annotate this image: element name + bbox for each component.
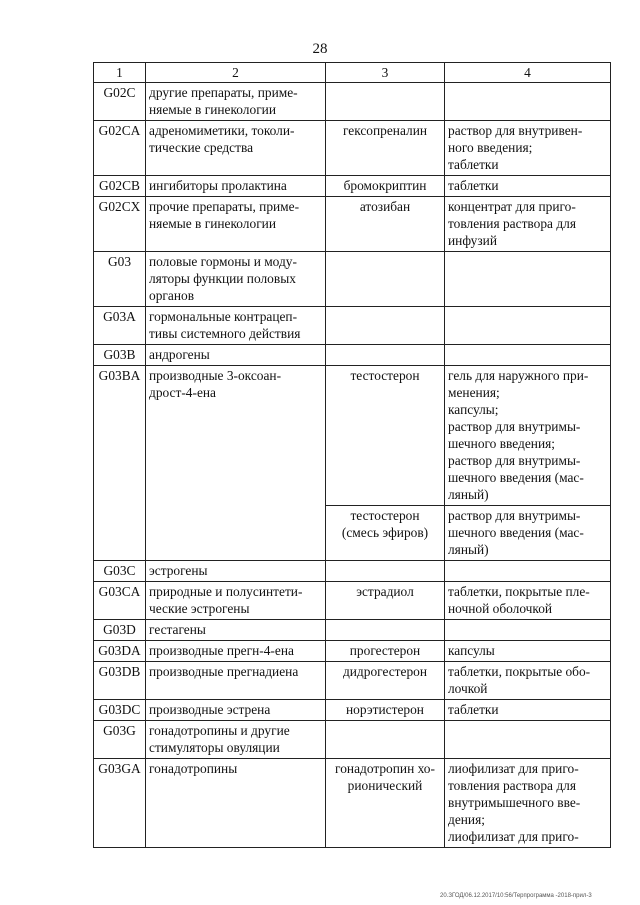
atc-code-cell: G03DA — [94, 641, 146, 662]
table-row — [94, 366, 611, 506]
group-name-cell — [146, 561, 326, 582]
drug-name-line: (смесь эфиров) — [341, 525, 429, 540]
column-header: 4 — [445, 63, 611, 83]
group-name-cell — [146, 252, 326, 307]
dosage-form-line: ляный) — [448, 542, 489, 557]
drug-name-cell — [326, 197, 445, 252]
drug-name-cell — [326, 759, 445, 848]
table-row — [94, 83, 611, 121]
group-name-line: производные прегнадиена — [149, 664, 299, 679]
dosage-form-line: лиофилизат для приго- — [448, 829, 579, 844]
atc-code-cell: G03D — [94, 620, 146, 641]
page-number: 28 — [312, 41, 328, 57]
atc-code-cell: G03A — [94, 307, 146, 345]
table-row — [94, 700, 611, 721]
group-name-line: гонадотропины и другие — [149, 723, 290, 738]
table-header-row — [94, 63, 611, 83]
drug-name-line: атозибан — [359, 199, 411, 214]
dosage-form-cell — [445, 176, 611, 197]
group-name-line: производные 3-оксоан- — [149, 368, 282, 383]
dosage-form-line: таблетки — [448, 178, 499, 193]
dosage-form-line: капсулы — [448, 643, 495, 658]
dosage-form-cell — [445, 641, 611, 662]
dosage-form-cell — [445, 345, 611, 366]
group-name-cell — [146, 176, 326, 197]
atc-code-cell: G03CA — [94, 582, 146, 620]
column-header: 2 — [146, 63, 326, 83]
group-name-line: гормональные контрацеп- — [149, 309, 298, 324]
dosage-form-line: менения; — [448, 385, 500, 400]
dosage-form-line: гель для наружного при- — [448, 368, 589, 383]
dosage-form-cell — [445, 307, 611, 345]
table-row — [94, 345, 611, 366]
drug-table — [93, 62, 611, 848]
drug-name-cell — [326, 700, 445, 721]
dosage-form-cell — [445, 620, 611, 641]
dosage-form-line: ляный) — [448, 487, 489, 502]
atc-code-cell: G03G — [94, 721, 146, 759]
atc-code-cell: G03 — [94, 252, 146, 307]
group-name-cell — [146, 620, 326, 641]
table-row — [94, 582, 611, 620]
group-name-cell — [146, 197, 326, 252]
drug-name-cell — [326, 620, 445, 641]
drug-name-cell — [326, 307, 445, 345]
table-row — [94, 620, 611, 641]
dosage-form-line: капсулы; — [448, 402, 499, 417]
drug-name-line: тестостерон — [350, 368, 420, 383]
dosage-form-line: шечного введения (мас- — [448, 470, 584, 485]
group-name-line: няемые в гинекологии — [149, 216, 277, 231]
drug-name-line: норэтистерон — [346, 702, 424, 717]
group-name-line: другие препараты, приме- — [149, 85, 298, 100]
drug-name-cell — [326, 176, 445, 197]
dosage-form-cell — [445, 197, 611, 252]
dosage-form-line: шечного введения; — [448, 436, 556, 451]
group-name-line: прочие препараты, приме- — [149, 199, 300, 214]
group-name-cell — [146, 641, 326, 662]
table-row — [94, 197, 611, 252]
dosage-form-cell — [445, 721, 611, 759]
atc-code-cell: G03DB — [94, 662, 146, 700]
drug-name-cell — [326, 582, 445, 620]
dosage-form-cell — [445, 759, 611, 848]
dosage-form-line: внутримышечного вве- — [448, 795, 581, 810]
group-name-cell — [146, 700, 326, 721]
atc-code-cell — [94, 506, 146, 561]
dosage-form-line: дения; — [448, 812, 485, 827]
dosage-form-line: раствор для внутривен- — [448, 123, 583, 138]
group-name-line: ческие эстрогены — [149, 601, 250, 616]
dosage-form-line: таблетки, покрытые обо- — [448, 664, 591, 679]
dosage-form-line: таблетки — [448, 157, 499, 172]
group-name-line: тивы системного действия — [149, 326, 301, 341]
drug-name-line: бромокриптин — [343, 178, 427, 193]
drug-name-cell — [326, 252, 445, 307]
dosage-form-line: лиофилизат для приго- — [448, 761, 579, 776]
dosage-form-line: таблетки, покрытые пле- — [448, 584, 590, 599]
drug-name-line: прогестерон — [349, 643, 421, 658]
group-name-cell — [146, 721, 326, 759]
atc-code-cell: G03GA — [94, 759, 146, 848]
drug-name-cell — [326, 641, 445, 662]
drug-name-line: рионический — [347, 778, 423, 793]
table-row — [94, 506, 611, 561]
group-name-cell — [146, 582, 326, 620]
table-row — [94, 307, 611, 345]
column-header: 3 — [326, 63, 445, 83]
group-name-line: няемые в гинекологии — [149, 102, 277, 117]
group-name-line: андрогены — [149, 347, 210, 362]
group-name-cell — [146, 121, 326, 176]
group-name-line: стимуляторы овуляции — [149, 740, 280, 755]
atc-code-cell: G02CA — [94, 121, 146, 176]
dosage-form-cell — [445, 662, 611, 700]
atc-code-cell: G02CB — [94, 176, 146, 197]
drug-name-line: дидрогестерон — [342, 664, 428, 679]
group-name-cell — [146, 759, 326, 848]
group-name-line: природные и полусинтети- — [149, 584, 303, 599]
group-name-cell — [146, 366, 326, 506]
drug-name-cell — [326, 121, 445, 176]
group-name-cell — [146, 662, 326, 700]
dosage-form-line: таблетки — [448, 702, 499, 717]
drug-name-cell — [326, 561, 445, 582]
table-row — [94, 662, 611, 700]
drug-name-line: эстрадиол — [356, 584, 414, 599]
group-name-line: эстрогены — [149, 563, 208, 578]
dosage-form-cell — [445, 121, 611, 176]
table-row — [94, 759, 611, 848]
group-name-cell — [146, 307, 326, 345]
group-name-line: ингибиторы пролактина — [149, 178, 287, 193]
drug-name-line: тестостерон — [350, 508, 420, 523]
drug-name-cell — [326, 721, 445, 759]
table-row — [94, 252, 611, 307]
dosage-form-line: ного введения; — [448, 140, 533, 155]
group-name-cell — [146, 345, 326, 366]
atc-code-cell: G03B — [94, 345, 146, 366]
group-name-line: производные прегн-4-ена — [149, 643, 294, 658]
drug-name-line: гонадотропин хо- — [335, 761, 435, 776]
group-name-line: органов — [149, 288, 195, 303]
dosage-form-line: лочкой — [448, 681, 488, 696]
footer-stamp: 20.ЗГОД/06.12.2017/10:56/Терпрограмма -2018-прил-3 — [440, 893, 592, 899]
group-name-line: ляторы функции половых — [149, 271, 296, 286]
dosage-form-cell — [445, 561, 611, 582]
dosage-form-cell — [445, 506, 611, 561]
atc-code-cell: G03DC — [94, 700, 146, 721]
table-row — [94, 641, 611, 662]
group-name-line: адреномиметики, токоли- — [149, 123, 295, 138]
table-row — [94, 176, 611, 197]
group-name-line: гонадотропины — [149, 761, 238, 776]
atc-code-cell: G03BA — [94, 366, 146, 506]
drug-name-line: гексопреналин — [342, 123, 428, 138]
drug-name-cell — [326, 662, 445, 700]
atc-code-cell: G02CX — [94, 197, 146, 252]
group-name-line: тические средства — [149, 140, 254, 155]
drug-name-cell — [326, 345, 445, 366]
dosage-form-line: инфузий — [448, 233, 497, 248]
dosage-form-line: раствор для внутримы- — [448, 453, 581, 468]
dosage-form-line: товления раствора для — [448, 216, 576, 231]
group-name-line: производные эстрена — [149, 702, 271, 717]
table-row — [94, 121, 611, 176]
group-name-cell — [146, 506, 326, 561]
dosage-form-line: товления раствора для — [448, 778, 576, 793]
dosage-form-cell — [445, 366, 611, 506]
dosage-form-line: шечного введения (мас- — [448, 525, 584, 540]
group-name-cell — [146, 83, 326, 121]
drug-name-cell — [326, 506, 445, 561]
drug-name-cell — [326, 83, 445, 121]
atc-code-cell: G03C — [94, 561, 146, 582]
dosage-form-cell — [445, 252, 611, 307]
group-name-line: гестагены — [149, 622, 206, 637]
dosage-form-cell — [445, 83, 611, 121]
dosage-form-line: концентрат для приго- — [448, 199, 576, 214]
table-row — [94, 721, 611, 759]
atc-code-cell: G02C — [94, 83, 146, 121]
group-name-line: половые гормоны и моду- — [149, 254, 297, 269]
group-name-line: дрост-4-ена — [149, 385, 216, 400]
dosage-form-cell — [445, 582, 611, 620]
dosage-form-line: раствор для внутримы- — [448, 419, 581, 434]
dosage-form-cell — [445, 700, 611, 721]
table-row — [94, 561, 611, 582]
drug-name-cell — [326, 366, 445, 506]
dosage-form-line: раствор для внутримы- — [448, 508, 581, 523]
dosage-form-line: ночной оболочкой — [448, 601, 553, 616]
column-header: 1 — [94, 63, 146, 83]
